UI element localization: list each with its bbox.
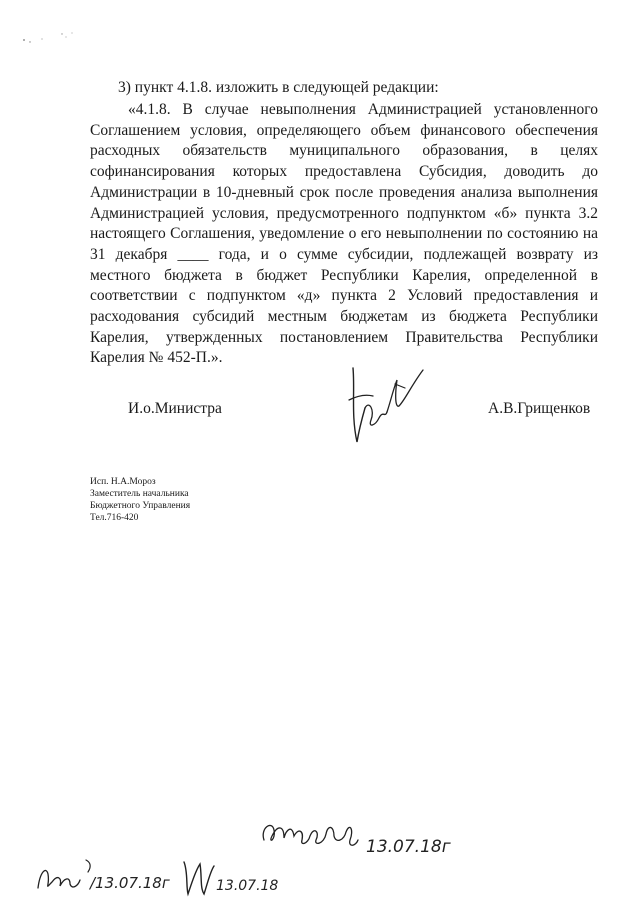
executor-block: [90, 476, 190, 524]
executor-phone: Тел.716-420: [90, 513, 139, 523]
clause-body: [90, 100, 598, 369]
executor-title: Заместитель начальника: [90, 489, 189, 499]
clause-text: «4.1.8. В случае невыполнения Администрацией установленного Соглашением условия, определяющего объем финансового обеспечения расходных обязательств муниципального образования, в целях софинансирования которых предоставлена Субсидия, доводить до Администрации в 10-дневный срок после проведения анализа выполнения Администрацией условия, предусмотренного подпунктом «б» пункта 3.2 настоящего Соглашения, уведомление о его невыполнении по состоянию на 31 декабря ____ года, и о сумме субсидии, подлежащей возврату из местного бюджета в бюджет Республики Карелия, определенной в соответствии с подпунктом «д» пункта 2 Условий предоставления и расходования субсидий местным бюджетам из бюджета Республики Карелия, утвержденных постановлением Правительства Республики Карелия № 452-П.».: [90, 101, 598, 367]
executor-name: Исп. Н.А.Мороз: [90, 477, 156, 487]
handwritten-signature: [335, 360, 435, 460]
svg-text:13.07.18г: 13.07.18г: [366, 837, 451, 857]
handwritten-note-middle: [180, 852, 290, 902]
clause-heading: 3) пункт 4.1.8. изложить в следующей редакции:: [118, 79, 439, 96]
handwritten-note-left: [34, 852, 174, 902]
scan-specks: [20, 28, 80, 48]
svg-text:13.07.18: 13.07.18: [216, 878, 279, 894]
executor-department: Бюджетного Управления: [90, 501, 191, 511]
signatory-position: И.о.Министра: [128, 400, 222, 417]
svg-text:/13.07.18г: /13.07.18г: [90, 874, 170, 892]
signatory-name: А.В.Грищенков: [488, 400, 591, 417]
